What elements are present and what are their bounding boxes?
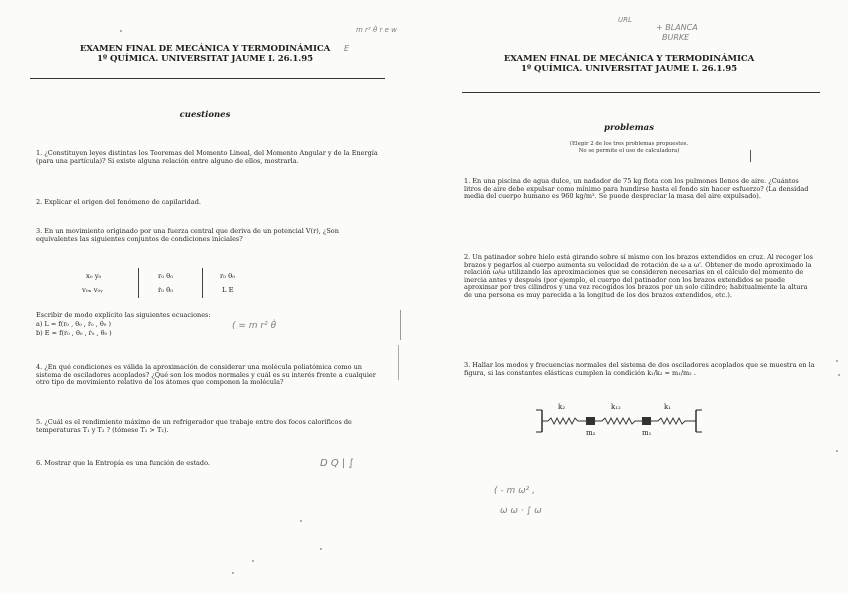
problem-3: 3. Hallar los modos y frecuencias normales del sistema de dos osciladores acoplados que se muestra en la figura, si las constantes elásticas cumplen la condición k₁/k₂ = m₁/m₂ .: [464, 361, 815, 377]
handwritten-bottom-note-2: ω ω · ∫ ω: [500, 506, 542, 516]
problem-2: 2. Un patinador sobre hielo está girando sobre sí mismo con los brazos extendidos en cruz. Al recoger los brazos y pegarlos al cuerpo aumenta su velocidad de rotación de ω a ω'. Obtener de modo aproximado la relación ω/ω utilizando las aproximaciones que se consideren necesarias en el cálculo del momento de inercia antes y después (por ejemplo, el cuerpo del patinador con los brazos extendidos se puede aproximar por tres cilindros y una vez recogidos los brazos por un solo cilindro; habitualmente la altura de una persona es muy parecida a la longitud de los dos brazos extendidos, etc.).: [464, 253, 813, 299]
label-k1: k₁: [664, 403, 672, 411]
coupled-oscillators-figure: [534, 398, 724, 438]
mass-m1: [642, 417, 651, 425]
scan-speck: [836, 360, 838, 362]
spring-k1: [651, 418, 696, 424]
handwritten-entropy-note: D Q | ∫: [320, 458, 354, 469]
question-3-eq-b: b) E = f(r₀ , θ₀ , ṙ₀ , θ̇₀ ): [36, 329, 112, 337]
matrix-col3-row1: r₀ θ₀: [220, 272, 235, 280]
label-k12: k₁₂: [611, 403, 621, 411]
matrix-col2-row1: r₀ θ₀: [158, 272, 173, 280]
mass-m2: [586, 417, 595, 425]
matrix-divider-1: [138, 268, 139, 298]
matrix-col2-row2: ṙ₀ θ̇₀: [158, 286, 173, 294]
matrix-col1-row2: v₀ₓ v₀ᵧ: [82, 286, 103, 294]
handwritten-top-note-1: + BLANCA: [656, 23, 698, 32]
question-5: 5. ¿Cuál es el rendimiento máximo de un refrigerador que trabaje entre dos focos caloríficos de temperaturas T₁ y T₂ ? (tómese T₁ > T₂).: [36, 418, 352, 434]
right-title-line2: 1º QUÍMICA. UNIVERSITAT JAUME I. 26.1.95: [521, 64, 737, 74]
left-margin-mark-2: [398, 345, 399, 380]
question-3: 3. En un movimiento originado por una fuerza central que deriva de un potencial V(r), ¿Son equivalentes las siguientes conjuntos de condiciones iniciales?: [36, 227, 339, 243]
label-m2: m₂: [586, 429, 596, 437]
matrix-col3-row2: L E: [222, 286, 234, 294]
right-margin-mark: [750, 150, 751, 162]
scan-speck: [300, 520, 302, 522]
matrix-divider-2: [202, 268, 203, 298]
label-m1: m₁: [642, 429, 652, 437]
question-4: 4. ¿En qué condiciones es válida la aproximación de considerar una molécula poliatómica como un sistema de osciladores acoplados? ¿Qué son los modos normales y cuál es su interés frente a cualquier otro tipo de movimiento relativo de los átomos que componen la molécula?: [36, 363, 376, 387]
question-6: 6. Mostrar que la Entropía es una función de estado.: [36, 459, 210, 467]
spring-k12: [595, 418, 642, 424]
handwritten-top-note-2: BURKE: [662, 33, 690, 42]
scan-speck: [838, 374, 840, 376]
handwritten-top-note-3: URL: [618, 16, 632, 24]
question-3-eq-a: a) L = f(r₀ , θ₀ , ṙ₀ , θ̇₀ ): [36, 320, 111, 328]
initial-conditions-matrix: [82, 272, 286, 302]
instructions-line1: (Elegir 2 de los tres problemas propuestos.: [569, 141, 689, 147]
problem-1: 1. En una piscina de agua dulce, un nadador de 75 kg flota con los pulmones llenos de aire. ¿Cuántos litros de aire debe expulsar como mínimo para hundirse hasta el fondo sin hacer esfuerzo? (La densidad media del cuerpo humano es 960 kg/m³. Se puede despreciar la masa del aire expulsado).: [464, 177, 809, 201]
scan-speck: [252, 560, 254, 562]
instructions-line2: No se permite el uso de calculadora): [578, 148, 680, 154]
question-2: 2. Explicar el origen del fenómeno de capilaridad.: [36, 198, 201, 206]
handwritten-top-marks: m r² θ̇ r e w: [356, 26, 397, 34]
scan-speck: [120, 30, 122, 32]
handwritten-bottom-note-1: ( - m ω² ,: [494, 486, 535, 496]
handwritten-margin-mark: E: [344, 44, 350, 53]
scan-speck: [232, 572, 234, 574]
left-title-rule: [30, 78, 385, 79]
scan-speck: [320, 548, 322, 550]
right-exam-page: [424, 0, 848, 594]
left-title-line2: 1º QUÍMICA. UNIVERSITAT JAUME I. 26.1.95: [97, 54, 313, 64]
spring-k2: [542, 418, 586, 424]
left-section-title: cuestiones: [179, 110, 231, 120]
left-margin-mark: [400, 310, 401, 340]
right-title-rule: [462, 92, 820, 93]
left-exam-page: [0, 0, 420, 594]
right-section-title: problemas: [604, 123, 654, 133]
matrix-col1-row1: x₀ y₀: [86, 272, 102, 280]
question-1: 1. ¿Constituyen leyes distintas los Teoremas del Momento Lineal, del Momento Angular y de la Energía (para una partícula)? Si existe alguna relación entre alguno de ellos, mostrarla.: [36, 149, 378, 165]
label-k2: k₂: [558, 403, 566, 411]
question-3-followup: Escribir de modo explícito las siguientes ecuaciones:: [36, 311, 211, 319]
left-title-line1: EXAMEN FINAL DE MECÁNICA Y TERMODINÁMICA: [79, 44, 331, 54]
handwritten-angular-momentum-note: ( = m r² θ̇: [232, 321, 277, 331]
right-title-line1: EXAMEN FINAL DE MECÁNICA Y TERMODINÁMICA: [503, 54, 755, 64]
scan-speck: [836, 450, 838, 452]
